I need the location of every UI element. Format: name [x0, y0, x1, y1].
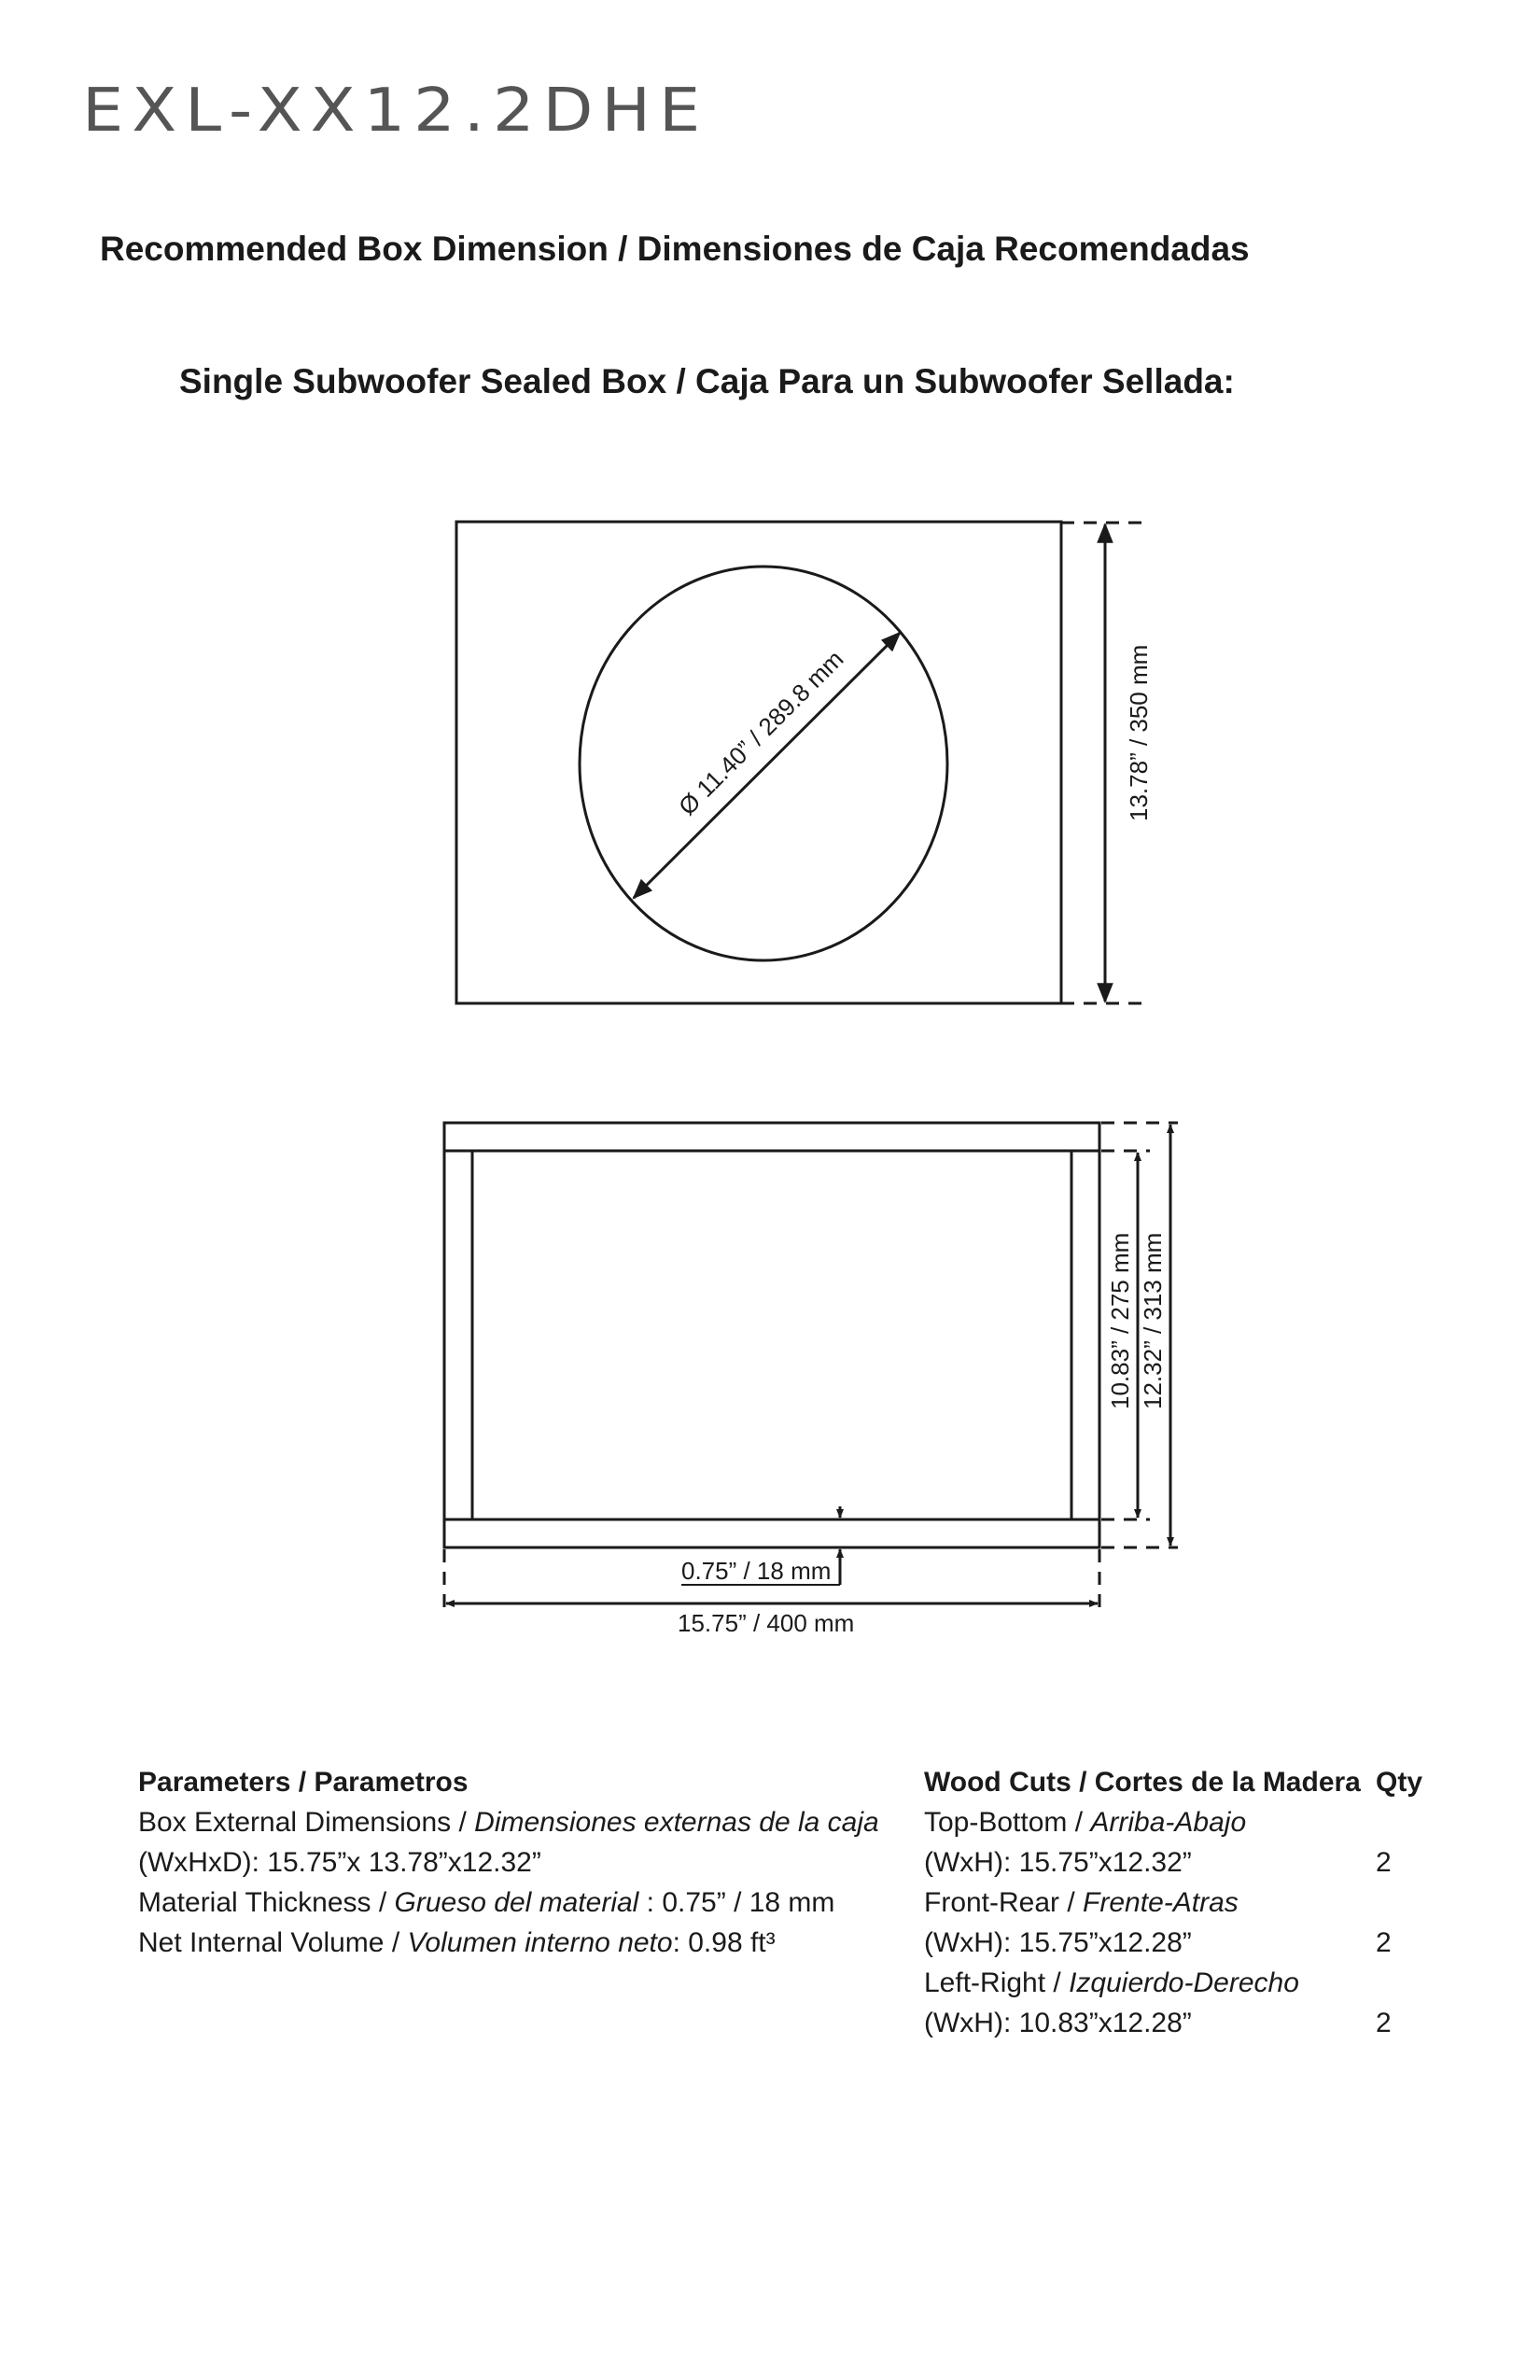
cut-name-es: Frente-Atras	[1083, 1887, 1239, 1918]
box-dims-label: Box External Dimensions /	[138, 1807, 475, 1838]
cut-name: Top-Bottom /	[924, 1807, 1091, 1838]
box-dims-value: (WxHxD): 15.75”x 13.78”x12.32”	[138, 1847, 541, 1878]
cut-name: Left-Right /	[924, 1967, 1070, 1998]
front-height-label: 13.78” / 350 mm	[1125, 644, 1153, 821]
wood-cuts-section	[924, 1762, 1428, 2043]
box-dims-line	[138, 1802, 903, 1842]
cut-dims: (WxH): 10.83”x12.28”	[924, 2008, 1192, 2038]
cut-dims: (WxH): 15.75”x12.28”	[924, 1927, 1192, 1958]
volume-label: Net Internal Volume /	[138, 1927, 408, 1958]
side-outer-outline	[444, 1123, 1099, 1547]
cutout-circle	[580, 567, 947, 960]
cutout-diameter-label: Ø 11.40” / 289.8 mm	[673, 644, 849, 821]
cut-name-es: Izquierdo-Derecho	[1069, 1967, 1299, 1998]
volume-value: : 0.98 ft³	[672, 1927, 776, 1958]
width-label: 15.75” / 400 mm	[678, 1609, 855, 1637]
volume-es: Volumen interno neto	[407, 1927, 673, 1958]
list-item	[924, 1923, 1428, 1963]
thickness-value: : 0.75” / 18 mm	[638, 1887, 835, 1918]
page-heading: Recommended Box Dimension / Dimensiones de Caja Recomendadas	[100, 230, 1250, 268]
cut-qty: 2	[1376, 1847, 1392, 1878]
front-panel-outline	[456, 522, 1061, 1003]
front-view	[456, 522, 1153, 1003]
wood-cuts-header	[924, 1762, 1428, 1802]
internal-height-label: 10.83” / 275 mm	[1106, 1232, 1134, 1409]
list-item	[924, 1883, 1428, 1923]
wood-cuts-title: Wood Cuts / Cortes de la Madera	[924, 1767, 1361, 1798]
thickness-es: Grueso del material	[394, 1887, 639, 1918]
box-dims-es: Dimensiones externas de la caja	[474, 1807, 879, 1838]
list-item	[924, 2003, 1428, 2043]
list-item	[924, 1842, 1428, 1883]
list-item	[924, 1802, 1428, 1842]
list-item	[924, 1963, 1428, 2003]
external-height-label: 12.32” / 313 mm	[1139, 1232, 1167, 1409]
cutout-diameter-arrow	[634, 633, 900, 898]
box-type-subheading: Single Subwoofer Sealed Box / Caja Para un Subwoofer Sellada:	[179, 362, 1235, 400]
cut-dims: (WxH): 15.75”x12.32”	[924, 1847, 1192, 1878]
qty-header: Qty	[1376, 1767, 1423, 1798]
thickness-param-label: Material Thickness /	[138, 1887, 395, 1918]
parameters-title: Parameters / Parametros	[138, 1767, 469, 1798]
model-title: EXL-XX12.2DHE	[82, 75, 709, 146]
parameters-section	[138, 1762, 903, 1963]
cut-qty: 2	[1376, 2008, 1392, 2038]
cut-name-es: Arriba-Abajo	[1090, 1807, 1247, 1838]
thickness-line	[138, 1883, 903, 1923]
cut-qty: 2	[1376, 1927, 1392, 1958]
volume-line	[138, 1923, 903, 1963]
cut-name: Front-Rear /	[924, 1887, 1084, 1918]
side-view	[444, 1123, 1178, 1637]
thickness-label: 0.75” / 18 mm	[681, 1557, 832, 1585]
